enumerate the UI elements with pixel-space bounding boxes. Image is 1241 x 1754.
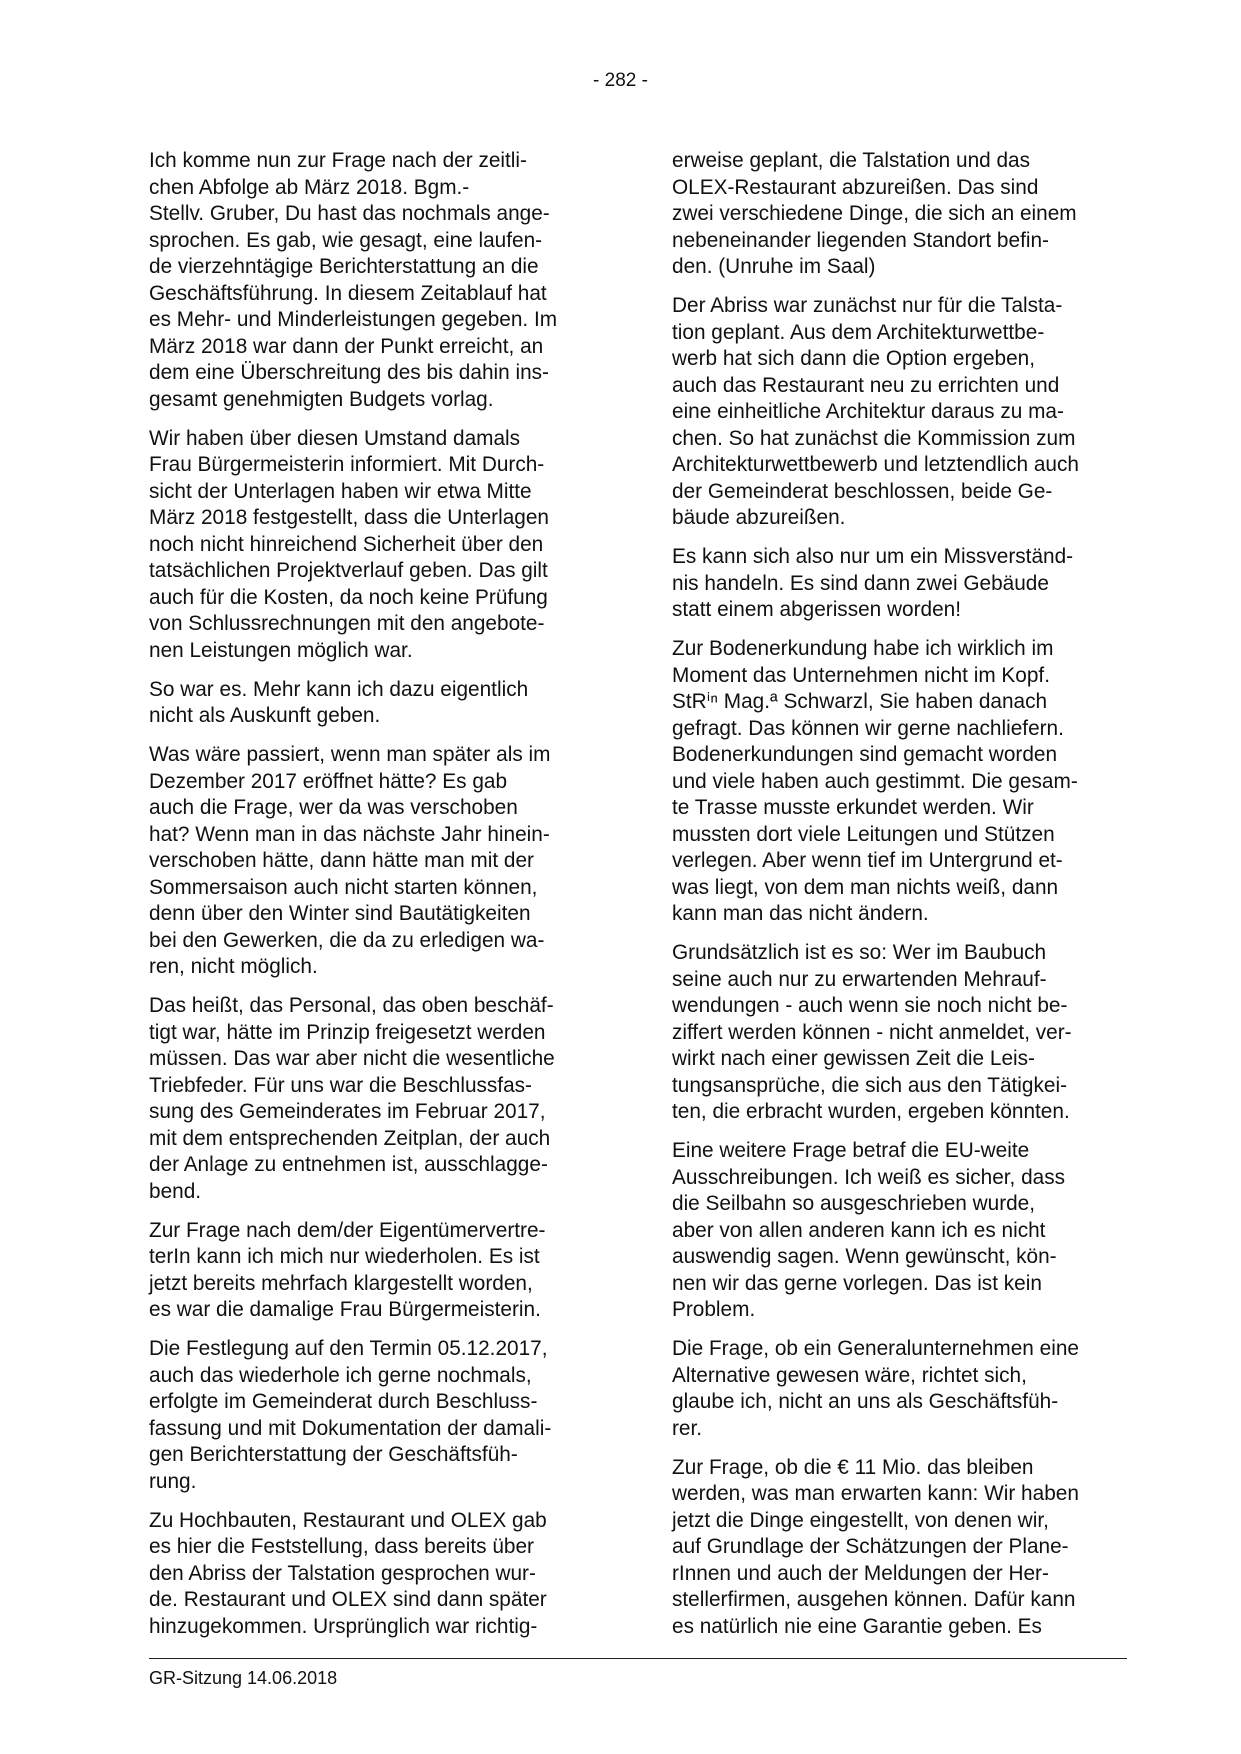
paragraph: Zur Frage nach dem/der Eigentümervertre- terIn kann ich mich nur wiederholen. Es ist jetzt bereits mehrfach klargestellt worden, es war die damalige Frau Bürgermeisterin.: [149, 1218, 546, 1321]
paragraph: Was wäre passiert, wenn man später als im Dezember 2017 eröffnet hätte? Es gab auch die Frage, wer da was verschoben hat? Wenn man in das nächste Jahr hinein- verschoben hätte, dann hätte man mit der Sommersaison auch nicht starten können, denn über den Winter sind Bautätigkeiten bei den Gewerken, die da zu erledigen wa- ren, nicht möglich.: [149, 743, 551, 978]
paragraph: Die Frage, ob ein Generalunternehmen eine Alternative gewesen wäre, richtet sich, glaube ich, nicht an uns als Geschäftsfüh- rer.: [672, 1337, 1079, 1440]
footer-divider: [149, 1658, 1127, 1659]
paragraph: Eine weitere Frage betraf die EU-weite Ausschreibungen. Ich weiß es sicher, dass die Seilbahn so ausgeschrieben wurde, aber von allen anderen kann ich es nicht auswendig sagen. Wenn gewünscht, kön- nen wir das gerne vorlegen. Das ist kein Problem.: [672, 1139, 1066, 1321]
paragraph: Ich komme nun zur Frage nach der zeitli- chen Abfolge ab März 2018. Bgm.- Stellv. Gruber, Du hast das nochmals ange- sprochen. Es gab, wie gesagt, eine laufen- de vierzehntägige Berichterstattung an die Geschäftsführung. In diesem Zeitablauf hat es Mehr- und Minderleistungen gegeben. Im März 2018 war dann der Punkt erreicht, an dem eine Überschreitung des bis dahin ins- gesamt genehmigten Budgets vorlag.: [149, 149, 558, 411]
paragraph: Wir haben über diesen Umstand damals Frau Bürgermeisterin informiert. Mit Durch- sicht der Unterlagen haben wir etwa Mitte März 2018 festgestellt, dass die Unterlagen noch nicht hinreichend Sicherheit über den tatsächlichen Projektverlauf geben. Das gilt auch für die Kosten, da noch keine Prüfung von Schlussrechnungen mit den angebote- nen Leistungen möglich war.: [149, 426, 549, 662]
right-column: [672, 148, 1142, 1653]
paragraph: Zur Frage, ob die € 11 Mio. das bleiben werden, was man erwarten kann: Wir haben jetzt die Dinge eingestellt, von denen wir, auf Grundlage der Schätzungen der Plane- rInnen und auch der Meldungen der Her- stellerfirmen, ausgehen können. Dafür kann es natürlich nie eine Garantie geben. Es: [672, 1455, 1079, 1638]
paragraph: Zur Bodenerkundung habe ich wirklich im Moment das Unternehmen nicht im Kopf. StRⁱⁿ Mag.ª Schwarzl, Sie haben danach gefragt. Das können wir gerne nachliefern. Bodenerkundungen sind gemacht worden und viele haben auch gestimmt. Die gesam- te Trasse musste erkundet werden. Wir mussten dort viele Leitungen und Stützen verlegen. Aber wenn tief im Untergrund et- was liegt, von dem man nichts weiß, dann kann man das nicht ändern.: [672, 637, 1078, 925]
paragraph: Das heißt, das Personal, das oben beschäf- tigt war, hätte im Prinzip freigesetzt werden müssen. Das war aber nicht die wesentliche Triebfeder. Für uns war die Beschlussfas- sung des Gemeinderates im Februar 2017, mit dem entsprechenden Zeitplan, der auch der Anlage zu entnehmen ist, ausschlagge- bend.: [149, 994, 555, 1203]
page-number: - 282 -: [593, 70, 648, 91]
footer-text: GR-Sitzung 14.06.2018: [149, 1668, 338, 1688]
paragraph: Zu Hochbauten, Restaurant und OLEX gab es hier die Feststellung, dass bereits über den Abriss der Talstation gesprochen wur- de. Restaurant und OLEX sind dann später hinzugekommen. Ursprünglich war richtig-: [149, 1508, 547, 1638]
left-column: [149, 148, 619, 1653]
paragraph: erweise geplant, die Talstation und das OLEX-Restaurant abzureißen. Das sind zwei verschiedene Dinge, die sich an einem nebeneinander liegenden Standort befin- den. (Unruhe im Saal): [672, 149, 1077, 278]
paragraph: Der Abriss war zunächst nur für die Talsta- tion geplant. Aus dem Architekturwettbe- werb hat sich dann die Option ergeben, auch das Restaurant neu zu errichten und eine einheitliche Architektur daraus zu ma- chen. So hat zunächst die Kommission zum Architekturwettbewerb und letztendlich auch der Gemeinderat beschlossen, beide Ge- bäude abzureißen.: [672, 294, 1079, 529]
paragraph: Grundsätzlich ist es so: Wer im Baubuch seine auch nur zu erwartenden Mehrauf- wendungen - auch wenn sie noch nicht be- ziffert werden können - nicht anmeldet, ver- wirkt nach einer gewissen Zeit die Leis- tungsansprüche, die sich aus den Tätigkei- ten, die erbracht wurden, ergeben könnten.: [672, 941, 1072, 1123]
paragraph: Die Festlegung auf den Termin 05.12.2017, auch das wiederhole ich gerne nochmals, erfolgte im Gemeinderat durch Beschluss- fassung und mit Dokumentation der damali- gen Berichterstattung der Geschäftsfüh- rung.: [149, 1337, 552, 1493]
paragraph: So war es. Mehr kann ich dazu eigentlich nicht als Auskunft geben.: [149, 677, 529, 727]
paragraph: Es kann sich also nur um ein Missverständ- nis handeln. Es sind dann zwei Gebäude statt einem abgerissen worden!: [672, 545, 1074, 621]
